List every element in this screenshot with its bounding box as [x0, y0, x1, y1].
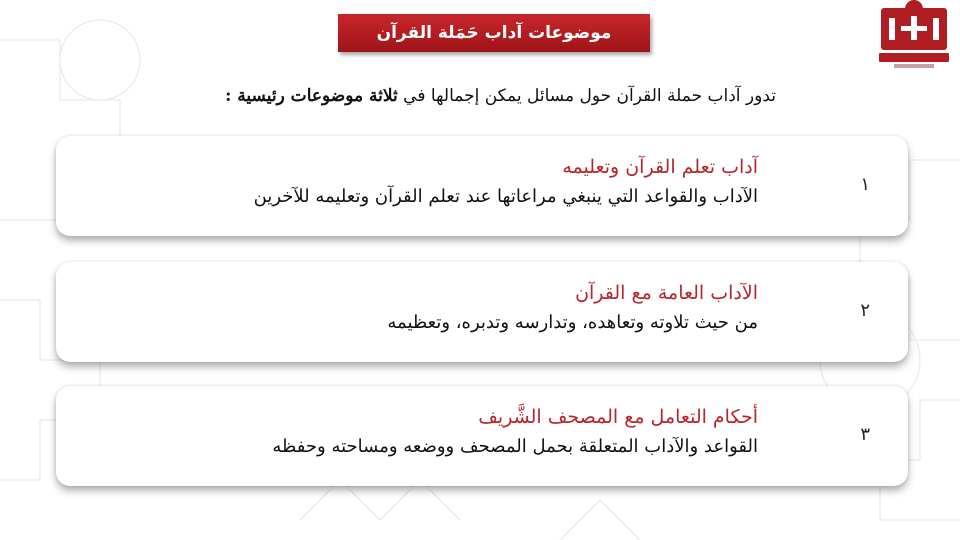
intro-bold: ثلاثة موضوعات رئيسية : — [225, 86, 398, 106]
topic-description: من حيث تلاوته وتعاهده، وتدارسه وتدبره، وتعظيمه — [387, 312, 758, 333]
logo — [876, 8, 952, 72]
topic-description: الآداب والقواعد التي ينبغي مراعاتها عند تعلم القرآن وتعليمه للآخرين — [253, 186, 758, 207]
topic-card-2 — [56, 262, 908, 362]
topic-title: أحكام التعامل مع المصحف الشَّريف — [478, 406, 758, 428]
topic-number: ٢ — [860, 300, 870, 321]
logo-subtitle-strip — [879, 53, 949, 62]
topic-title: آداب تعلم القرآن وتعليمه — [562, 156, 758, 178]
topic-card-1 — [56, 136, 908, 236]
topic-card-3 — [56, 386, 908, 486]
topic-description: القواعد والآداب المتعلقة بحمل المصحف ووضعه ومساحته وحفظه — [272, 436, 758, 457]
page-title: موضوعات آداب حَمَلة القرآن — [376, 23, 612, 43]
logo-subtitle-line — [894, 64, 934, 68]
topic-title: الآداب العامة مع القرآن — [575, 282, 758, 304]
topic-number: ١ — [860, 174, 870, 195]
intro-sentence: تدور آداب حملة القرآن حول مسائل يمكن إجمالها في — [403, 86, 776, 106]
page-title-banner — [338, 14, 650, 52]
topic-number: ٣ — [860, 424, 870, 445]
intro-text — [76, 86, 776, 106]
logo-mark — [881, 8, 947, 50]
